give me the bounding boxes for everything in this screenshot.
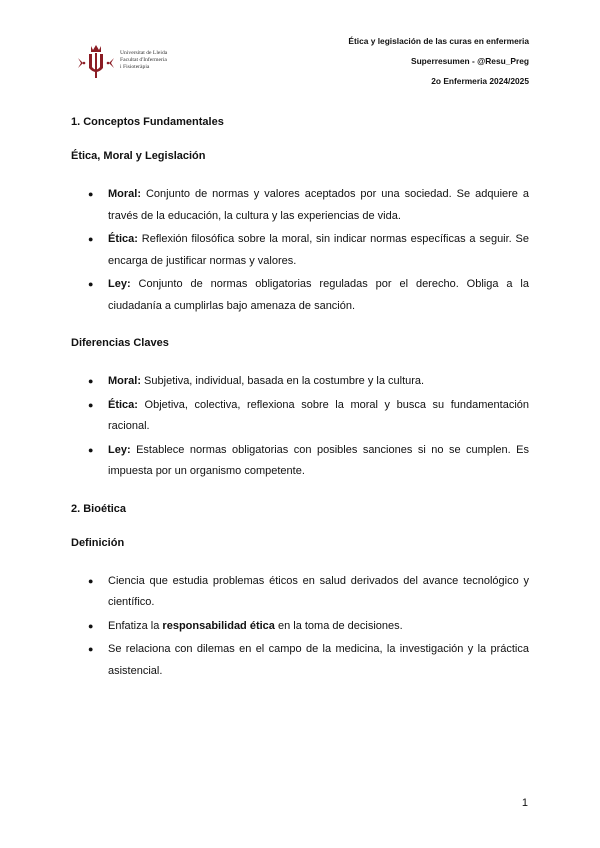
list-item [71, 639, 529, 682]
list-text: en la toma de decisiones. [274, 619, 403, 632]
list-item [71, 371, 529, 393]
bullet-icon: ● [88, 234, 94, 244]
definition: Conjunto de normas obligatorias reguladas por el derecho. Obliga a la ciudadanía a cumplirlas bajo amenaza de sanción. [108, 278, 529, 312]
list-item [71, 571, 529, 614]
term: Moral: [108, 375, 141, 387]
term: Ley: [108, 443, 131, 456]
bullet-icon: ● [88, 444, 94, 455]
subsection-title: Diferencias Claves [71, 337, 169, 349]
bullet-icon: ● [88, 644, 94, 654]
bullet-icon: ● [88, 189, 94, 199]
page-header [348, 36, 529, 96]
course-title: Ética y legislación de las curas en enfermeria [348, 36, 529, 46]
section-title: 1. Conceptos Fundamentales [71, 116, 224, 128]
bullet-icon: ● [88, 620, 94, 631]
summary-author: Superresumen - @Resu_Preg [410, 56, 529, 66]
list-item [71, 616, 529, 638]
definition: Subjetiva, individual, basada en la costumbre y la cultura. [141, 375, 425, 387]
bullet-icon: ● [88, 376, 94, 386]
subsection-title: Definición [71, 536, 125, 549]
page-number: 1 [521, 797, 528, 809]
list-text: Enfatiza la [108, 619, 163, 632]
list-item [71, 184, 529, 227]
definition: Reflexión filosófica sobre la moral, sin indicar normas específicas a seguir. Se encarga de justificar normas y valores. [108, 233, 529, 267]
list-item [71, 274, 529, 317]
term: Ley: [108, 278, 131, 290]
emphasis: responsabilidad ética [162, 619, 275, 632]
definition: Establece normas obligatorias con posibles sanciones si no se cumplen. Es impuesta por un organismo competente. [108, 443, 529, 477]
academic-year: 2o Enfermeria 2024/2025 [431, 76, 529, 86]
term: Ética: [108, 233, 138, 245]
differences-list [71, 371, 529, 483]
definitions-list [71, 184, 529, 317]
subsection-title: Ética, Moral y Legislación [71, 150, 206, 162]
term: Moral: [108, 188, 141, 200]
list-item [71, 395, 529, 438]
list-text: Se relaciona con dilemas en el campo de la medicina, la investigación y la práctica asistencial. [108, 643, 529, 677]
document-body [71, 116, 529, 702]
university-logo [74, 44, 174, 80]
bullet-icon: ● [88, 279, 94, 289]
bullet-icon: ● [88, 575, 94, 586]
section-title: 2. Bioética [71, 502, 127, 515]
list-text: Ciencia que estudia problemas éticos en salud derivados del avance tecnológico y científico. [108, 574, 529, 608]
definition: Objetiva, colectiva, reflexiona sobre la moral y busca su fundamentación racional. [108, 398, 529, 432]
bioethics-list [71, 571, 529, 683]
bullet-icon: ● [88, 399, 94, 410]
definition: Conjunto de normas y valores aceptados por una sociedad. Se adquiere a través de la educación, la cultura y las experiencias de vida. [108, 188, 529, 222]
term: Ética: [108, 398, 138, 411]
university-name: Universitat de Lleida Facultat d'Infermeria i Fisioteràpia [120, 50, 168, 70]
list-item [71, 229, 529, 272]
list-item [71, 440, 529, 483]
university-emblem-icon [74, 44, 118, 80]
